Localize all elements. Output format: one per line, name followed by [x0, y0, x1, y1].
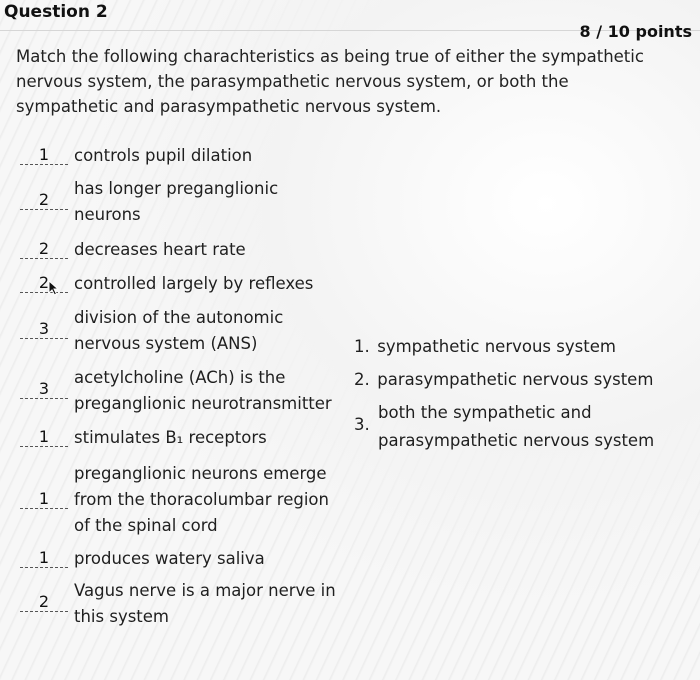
item-line: nervous system (ANS): [74, 334, 258, 353]
item-text: [74, 578, 339, 630]
answer-field[interactable]: 2: [20, 191, 68, 210]
item-line: preganglionic neurons emerge: [74, 464, 327, 483]
answer-field[interactable]: 1: [20, 146, 68, 165]
answer-field[interactable]: 3: [20, 380, 68, 399]
option-number: 1.: [354, 337, 370, 356]
item-line: division of the autonomic: [74, 308, 284, 327]
item-line: this system: [74, 607, 170, 626]
question-title: Question 2: [4, 2, 108, 22]
option-text: [378, 399, 678, 455]
answer-field[interactable]: 2: [20, 240, 68, 259]
item-line: produces watery saliva: [74, 549, 265, 568]
item-line: controlled largely by reflexes: [74, 274, 314, 293]
item-text: [74, 425, 339, 451]
option-line: both the sympathetic and: [378, 403, 592, 422]
item-line: decreases heart rate: [74, 240, 246, 259]
item-text: [74, 271, 339, 297]
option-item: [354, 337, 616, 356]
option-text: parasympathetic nervous system: [377, 370, 654, 389]
answer-field[interactable]: 2: [20, 593, 68, 612]
item-line: Vagus nerve is a major nerve in: [74, 581, 336, 600]
item-line: controls pupil dilation: [74, 146, 253, 165]
answer-field[interactable]: 1: [20, 428, 68, 447]
item-text: [74, 237, 339, 263]
item-line: preganglionic neurotransmitter: [74, 394, 332, 413]
item-text: [74, 365, 339, 417]
item-line: has longer preganglionic: [74, 179, 279, 198]
item-line: of the spinal cord: [74, 516, 218, 535]
points-score: 8 / 10 points: [579, 22, 692, 41]
item-text: [74, 143, 339, 169]
option-number: 3.: [354, 415, 370, 434]
item-line: neurons: [74, 205, 141, 224]
item-line: acetylcholine (ACh) is the: [74, 368, 286, 387]
answer-field[interactable]: 1: [20, 549, 68, 568]
item-line: stimulates B₁ receptors: [74, 428, 267, 447]
item-text: [74, 176, 339, 228]
item-line: from the thoracolumbar region: [74, 490, 329, 509]
option-item: [354, 370, 653, 389]
answer-field[interactable]: 2: [20, 274, 68, 293]
mouse-pointer-icon: [48, 280, 60, 296]
option-text: sympathetic nervous system: [377, 337, 616, 356]
option-line: parasympathetic nervous system: [378, 431, 655, 450]
answer-field[interactable]: 1: [20, 490, 68, 509]
question-prompt: Match the following charachteristics as being true of either the sympathetic nervous system, the parasympathetic nervous system, or both the sympathetic and parasympathetic nervous system.: [16, 47, 644, 116]
answer-field[interactable]: 3: [20, 320, 68, 339]
item-text: [74, 546, 339, 572]
option-number: 2.: [354, 370, 370, 389]
item-text: [74, 461, 339, 539]
item-text: [74, 305, 339, 357]
